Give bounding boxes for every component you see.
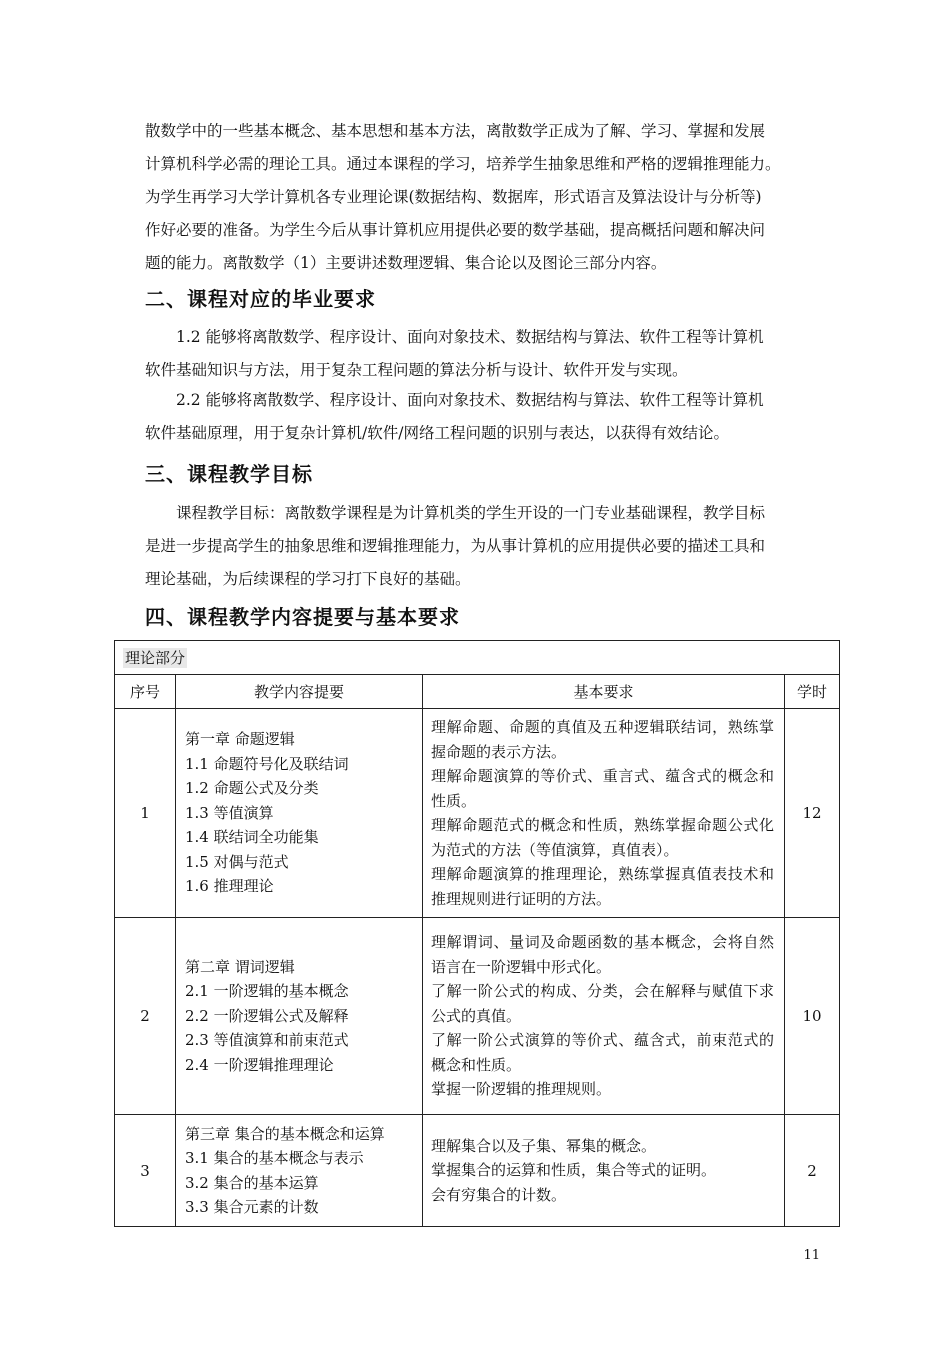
graduation-requirement-2-2 [145, 384, 810, 450]
requirements-cell [423, 918, 785, 1115]
topic-item: 1.6 推理理论 [185, 877, 274, 896]
column-header-no: 序号 [115, 675, 176, 709]
requirement-item: 理解命题范式的概念和性质，熟练掌握命题公式化为范式的方法（等值演算，真值表）。 [431, 816, 774, 859]
column-header-content: 教学内容提要 [176, 675, 423, 709]
requirement-item: 掌握集合的运算和性质，集合等式的证明。 [431, 1161, 717, 1180]
requirement-item: 掌握一阶逻辑的推理规则。 [431, 1080, 612, 1099]
requirement-item: 理解命题、命题的真值及五种逻辑联结词，熟练掌握命题的表示方法。 [431, 718, 774, 761]
section-heading-teaching-objectives: 三、课程教学目标 [145, 462, 313, 486]
text-line: 2.2 能够将离散数学、程序设计、面向对象技术、数据结构与算法、软件工程等计算机 [176, 391, 764, 409]
topic-item: 3.3 集合元素的计数 [185, 1198, 319, 1216]
topic-item: 第二章 谓词逻辑 [185, 957, 295, 976]
column-header-hours: 学时 [785, 675, 840, 709]
text-line: 课程教学目标：离散数学课程是为计算机类的学生开设的一门专业基础课程，教学目标 [176, 504, 766, 522]
section-heading-graduation-requirements: 二、课程对应的毕业要求 [145, 287, 376, 311]
text-line: 为学生再学习大学计算机各专业理论课(数据结构、数据库，形式语言及算法设计与分析等) [145, 188, 762, 206]
row-number: 3 [115, 1115, 176, 1227]
hours-cell: 12 [785, 709, 840, 918]
topic-item: 2.4 一阶逻辑推理理论 [185, 1055, 334, 1074]
text-line: 1.2 能够将离散数学、程序设计、面向对象技术、数据结构与算法、软件工程等计算机 [176, 328, 764, 346]
topics-cell [176, 1115, 423, 1227]
text-line: 作好必要的准备。为学生今后从事计算机应用提供必要的数学基础，提高概括问题和解决问 [145, 221, 766, 239]
text-line: 计算机科学必需的理论工具。通过本课程的学习，培养学生抽象思维和严格的逻辑推理能力。 [145, 155, 781, 173]
table-header-row [115, 675, 840, 709]
topic-item: 1.4 联结词全功能集 [185, 828, 319, 847]
text-line: 是进一步提高学生的抽象思维和逻辑推理能力，为从事计算机的应用提供必要的描述工具和 [145, 537, 766, 555]
graduation-requirement-1-2 [145, 321, 810, 387]
page-number: 11 [803, 1248, 820, 1263]
topic-item: 第一章 命题逻辑 [185, 730, 295, 749]
row-number: 1 [115, 709, 176, 918]
requirement-item: 了解一阶公式演算的等价式、蕴含式，前束范式的概念和性质。 [431, 1031, 774, 1074]
requirement-item: 理解谓词、量词及命题函数的基本概念，会将自然语言在一阶逻辑中形式化。 [431, 933, 774, 976]
topic-item: 1.2 命题公式及分类 [185, 779, 319, 798]
hours-cell: 2 [785, 1115, 840, 1227]
row-number: 2 [115, 918, 176, 1115]
intro-paragraph [145, 115, 810, 280]
requirement-item: 了解一阶公式的构成、分类，会在解释与赋值下求公式的真值。 [431, 982, 774, 1025]
topics-cell [176, 918, 423, 1115]
column-header-requirements: 基本要求 [423, 675, 785, 709]
text-line: 理论基础，为后续课程的学习打下良好的基础。 [145, 570, 471, 588]
requirement-item: 理解集合以及子集、幂集的概念。 [431, 1136, 657, 1155]
text-line: 题的能力。离散数学（1）主要讲述数理逻辑、集合论以及图论三部分内容。 [145, 254, 667, 272]
hours-cell: 10 [785, 918, 840, 1115]
text-line: 散数学中的一些基本概念、基本思想和基本方法，离散数学正成为了解、学习、掌握和发展 [145, 122, 766, 140]
theory-section-label: 理论部分 [125, 649, 186, 667]
topic-item: 1.5 对偶与范式 [185, 852, 289, 871]
course-content-table [114, 640, 840, 1227]
table-section-row [115, 641, 840, 675]
table-row [115, 1115, 840, 1227]
theory-section-cell [115, 641, 840, 675]
requirement-item: 会有穷集合的计数。 [431, 1185, 567, 1204]
text-line: 软件基础原理，用于复杂计算机/软件/网络工程问题的识别与表达，以获得有效结论。 [145, 424, 729, 442]
topic-item: 3.2 集合的基本运算 [185, 1173, 319, 1192]
section-heading-content-and-requirements: 四、课程教学内容提要与基本要求 [145, 605, 460, 629]
topic-item: 1.1 命题符号化及联结词 [185, 754, 349, 773]
requirements-cell [423, 1115, 785, 1227]
topic-item: 1.3 等值演算 [185, 803, 274, 822]
topic-item: 3.1 集合的基本概念与表示 [185, 1149, 364, 1167]
topic-item: 第三章 集合的基本概念和运算 [185, 1124, 385, 1143]
topic-item: 2.1 一阶逻辑的基本概念 [185, 982, 349, 1001]
table-row [115, 918, 840, 1115]
topics-cell [176, 709, 423, 918]
requirements-cell [423, 709, 785, 918]
requirement-item: 理解命题演算的等价式、重言式、蕴含式的概念和性质。 [431, 767, 774, 810]
table-row [115, 709, 840, 918]
teaching-objectives-paragraph [145, 497, 810, 596]
topic-item: 2.2 一阶逻辑公式及解释 [185, 1006, 349, 1025]
text-line: 软件基础知识与方法，用于复杂工程问题的算法分析与设计、软件开发与实现。 [145, 361, 688, 379]
requirement-item: 理解命题演算的推理理论，熟练掌握真值表技术和推理规则进行证明的方法。 [431, 865, 774, 908]
topic-item: 2.3 等值演算和前束范式 [185, 1031, 349, 1050]
